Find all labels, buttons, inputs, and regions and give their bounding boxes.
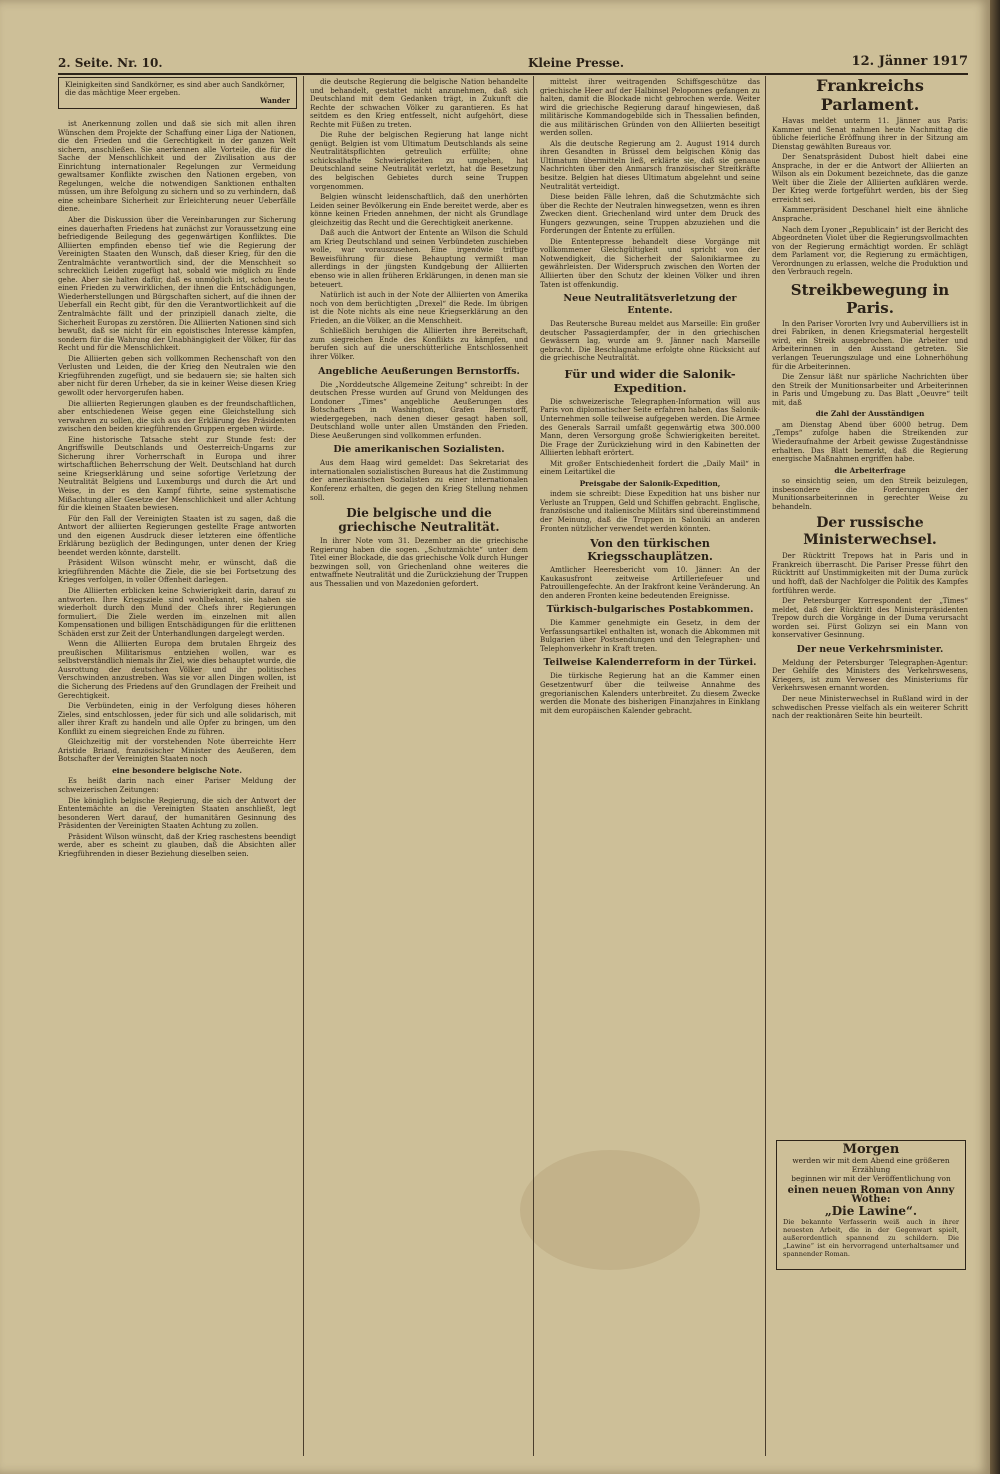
article-paragraph: Der Senatspräsident Dubost hielt dabei eine Ansprache, in der er die Antwort der Alliierten an Wilson als ein Dokument bezeichnete, das die ganze Welt über die Ziele der Alliierten aufklären werde. Der Krieg werde fortgeführt werden, bis der Sieg erreicht sei. xyxy=(772,152,968,204)
announcement-line: beginnen wir mit der Veröffentlichung von xyxy=(791,1174,951,1183)
announcement-title: Morgen xyxy=(842,1142,900,1157)
turkish-front-heading: Von den türkischen Kriegsschauplätzen. xyxy=(587,537,713,564)
column-rule xyxy=(303,76,304,1456)
article-paragraph: Die alliierten Regierungen glauben es der freundschaftlichen, aber entschiedenen Weise gegen eine Gleichstellung sich verwahren zu sollen, die sich aus der Erklärung des Präsidenten zwischen den beiden kriegführenden Gruppen ergeben würde. xyxy=(58,398,296,434)
article-paragraph: Die „Norddeutsche Allgemeine Zeitung“ schreibt: In der deutschen Presse wurden auf Grund von Meldungen des Londoner „Times“ angebliche Aeußerungen des Botschafters in Washington, Grafen Bernstorff, wiedergegeben, nach denen dieser gesagt haben soll, Deutschland wolle unter allen Umständen den Frieden. Diese Aeußerungen sind vollkommen erfunden. xyxy=(310,379,528,440)
article-paragraph: Die Kammer genehmigte ein Gesetz, in dem der Verfassungsartikel enthalten ist, wonach die Abkommen mit Bulgarien über Postsendungen und den Telegraphen- und Telephonverkehr in Kraft treten. xyxy=(540,618,760,653)
article-paragraph: Präsident Wilson wünscht mehr, er wünscht, daß die kriegführenden Mächte die Ziele, die sie bei Fortsetzung des Krieges verfolgen, in voller Offenheit darlegen. xyxy=(58,558,296,585)
transport-heading: Der neue Verkehrsminister. xyxy=(796,643,944,655)
article-paragraph: In den Pariser Vororten Ivry und Aubervilliers ist in drei Fabriken, in denen Kriegsmaterial hergestellt wird, ein Streik ausgebrochen. Die Arbeiter und Arbeiterinnen in den Ausstand getreten. Sie verlangen Teuerungszulage und eine Lohnerhöhung für die Arbeiterinnen. xyxy=(772,318,968,371)
page-header xyxy=(58,52,968,72)
parliament-heading: Frankreichs Parlament. xyxy=(816,76,924,114)
article-paragraph: Eine historische Tatsache steht zur Stunde fest: der Angriffswille Deutschlands und Oesterreich-Ungarns zur Sicherung ihrer Vorherrschaft in Europa und ihrer wirtschaftlichen Beherrschung der Welt. Deutschland hat durch seine Kriegserklärung und seine sofortige Verletzung der Neutralität Belgiens und Luxemburgs und durch die Art und Weise, in der es den Kampf führte, seine systematische Mißachtung aller Gesetze der Menschlichkeit und aller Achtung für die kleinen Staaten bewiesen. xyxy=(58,434,296,513)
preisgabe-heading: Preisgabe der Salonik-Expedition, xyxy=(579,478,721,488)
column-rule xyxy=(765,76,766,1456)
article-paragraph: Die türkische Regierung hat an die Kammer einen Gesetzentwurf über die teilweise Annahme des gregorianischen Kalenders unterbreitet. Zu diesem Zwecke werden die Monate des bisherigen Finanzjahres in Einklang mit dem europäischen Kalender gebracht. xyxy=(540,671,760,715)
saloniki-heading: Für und wider die Salonik-Expedition. xyxy=(564,366,736,395)
article-paragraph: Die Verbündeten, einig in der Verfolgung dieses höheren Zieles, sind entschlossen, jeder für sich und alle solidarisch, mit aller ihrer Kraft zu handeln und alle Opfer zu bringen, um den Konflikt zu einem siegreichen Ende zu führen. xyxy=(58,701,296,736)
article-paragraph: Meldung der Petersburger Telegraphen-Agentur: Der Gehilfe des Ministers des Verkehrswesens, Kriegers, ist zum Verweser des Ministeriums für Verkehrswesen ernannt worden. xyxy=(772,657,968,693)
article-paragraph: Aus dem Haag wird gemeldet: Das Sekretariat des internationalen sozialistischen Bureaus hat die Zustimmung der amerikanischen Sozialisten zu einer internationalen Konferenz erhalten, die gegen den Krieg Stellung nehmen soll. xyxy=(310,458,528,502)
article-paragraph: Die Ruhe der belgischen Regierung hat lange nicht genügt. Belgien ist vom Ultimatum Deutschlands als seine Neutralitätspflichten getreulich erfüllte; ohne schicksalhafte Schwierigkeiten zu umgehen, hat Deutschland seine Neutralität verletzt, hat die Besetzung des belgischen Gebietes durch seine Truppen vorgenommen. xyxy=(310,130,528,191)
article-paragraph: Das Reutersche Bureau meldet aus Marseille: Ein großer deutscher Passagierdampfer, der in den griechischen Gewässern lag, wurde am 9. Jänner nach Marseille gebracht. Die Beschlagnahme erfolgte ohne Rücksicht auf die griechische Neutralität. xyxy=(540,319,760,363)
ministers-heading: Der russische Ministerwechsel. xyxy=(803,515,937,549)
article-paragraph: so einsichtig seien, um den Streik beizulegen, insbesondere die Forderungen der Munitionsarbeiterinnen in gerechter Weise zu behandeln. xyxy=(772,476,968,511)
socialists-heading: Die amerikanischen Sozialisten. xyxy=(333,444,505,456)
article-paragraph: Wenn die Alliierten Europa dem brutalen Ehrgeiz des preußischen Militarismus entziehen wollen, war es selbstverständlich niemals ihr Ziel, wie dies behauptet wurde, die Ausrottung der deutschen Völker und ihr politisches Verschwinden anzustreben. Was sie vor allen Dingen wollen, ist die Sicherung des Friedens auf den Grundlagen der Freiheit und Gerechtigkeit. xyxy=(58,639,296,700)
article-paragraph: Die schweizerische Telegraphen-Information will aus Paris von diplomatischer Seite erfahren haben, das Salonik-Unternehmen solle teilweise aufgegeben werden. Die Armee des Generals Sarrail umfaßt gegenwärtig etwa 300.000 Mann, deren Versorgung große Schwierigkeiten bereitet. Die Frage der Zurückziehung wird in den Kabinetten der Alliierten lebhaft erörtert. xyxy=(540,396,760,458)
article-paragraph: ist Anerkennung zollen und daß sie sich mit allen ihren Wünschen dem Projekte der Schaffung einer Liga der Nationen, die den Frieden und die Gerechtigkeit in der ganzen Welt sichern, anschließen. Sie anerkennen alle Vorteile, die für die Sache der Menschlichkeit und der Zivilisation aus der Einrichtung internationaler Regelungen zur Vermeidung gewaltsamer Konflikte zwischen den Nationen ergeben, von Regelungen, welche die notwendigen Sanktionen enthalten müssen, um ihre Befolgung zu sichern und so zu verhindern, daß eine scheinbare Sicherheit zur Erleichterung neuer Ueberfälle diene. xyxy=(58,120,296,214)
article-paragraph: Für den Fall der Vereinigten Staaten ist zu sagen, daß die Antwort der alliierten Regierungen gestellte Frage antworten und den eigenen Ausdruck dieser letzteren eine öffentliche Erklärung bezüglich der Bedingungen, unter denen der Krieg beendet werden könnte, darstellt. xyxy=(58,513,296,557)
novel-announcement xyxy=(776,1140,966,1270)
neutrality-heading: Die belgische und die griechische Neutralität. xyxy=(338,506,500,535)
article-paragraph: In ihrer Note vom 31. Dezember an die griechische Regierung haben die sogen. „Schutzmächte“ unter dem Titel einer Blockade, die das griechische Volk durch Hunger bezwingen soll, von Griechenland ohne weiteres die entwaffnete Neutralität und die Zurückziehung der Truppen aus Thessalien und von Mazedonien gefordert. xyxy=(310,536,528,588)
column-rule xyxy=(533,76,534,1456)
strikers-heading: die Zahl der Ausständigen xyxy=(815,409,925,419)
strike-heading: Streikbewegung in Paris. xyxy=(790,280,950,317)
article-paragraph: die deutsche Regierung die belgische Nation behandelte und behandelt, gestattet nicht anzunehmen, daß sich Deutschland mit dem Gedanken trägt, in Zukunft die Rechte der schwachen Völker zu garantieren. Es hat seitdem es den Krieg entfesselt, nicht aufgehört, diese Rechte mit Füßen zu treten. xyxy=(310,78,528,129)
article-paragraph: indem sie schreibt: Diese Expedition hat uns bisher nur Verluste an Truppen, Geld und Schiffen gebracht. Englische, französische und italienische Militärs sind übereinstimmend der Meinung, daß die Truppen in Saloniki an anderen Fronten nützlicher verwendet werden könnten. xyxy=(540,489,760,533)
quote-signature: Wander xyxy=(260,96,290,105)
article-paragraph: Der Petersburger Korrespondent der „Times“ meldet, daß der Rücktritt des Ministerpräsidenten Trepow durch die Vorgänge in der Duma verursacht worden sei. Fürst Golizyn sei ein Mann von konservativer Gesinnung. xyxy=(772,596,968,640)
article-paragraph: Die königlich belgische Regierung, die sich der Antwort der Ententemächte an die Vereinigten Staaten anschließt, legt besonderen Wert darauf, der humanitären Gesinnung des Präsidenten der Vereinigten Staaten Achtung zu zollen. xyxy=(58,795,296,831)
calendar-heading: Teilweise Kalenderreform in der Türkei. xyxy=(543,657,757,669)
article-paragraph: Natürlich ist auch in der Note der Alliierten von Amerika noch von dem berüchtigten „Drexel“ die Rede. Im übrigen ist die Note nichts als eine neue Kriegserklärung an den Frieden, an die Völker, an die Menschheit. xyxy=(310,290,528,325)
workers-heading: die Arbeiterfrage xyxy=(834,465,906,475)
article-paragraph: Die Ententepresse behandelt diese Vorgänge mit vollkommener Gleichgültigkeit und spricht von der Notwendigkeit, die Sicherheit der Salonikiarmee zu gewährleisten. Der Widerspruch zwischen den Worten der Alliierten über den Schutz der kleinen Völker und ihren Taten ist offenkundig. xyxy=(540,236,760,289)
announcement-novel-title: „Die Lawine“. xyxy=(824,1204,918,1218)
page-label: 2. Seite. Nr. 10. xyxy=(58,56,163,70)
article-paragraph: Schließlich beruhigen die Alliierten ihre Bereitschaft, zum siegreichen Ende des Konflikts zu kämpfen, und berufen sich auf die unerschütterliche Entschlossenheit ihrer Völker. xyxy=(310,326,528,361)
neutral-violation-heading: Neue Neutralitätsverletzung der Entente. xyxy=(563,293,737,317)
article-paragraph: am Dienstag Abend über 6000 betrug. Dem „Temps“ zufolge haben die Streikenden zur Wiederaufnahme der Arbeit gewisse Zugeständnisse erhalten. Das Blatt bemerkt, daß die Regierung energische Maßnahmen ergriffen habe. xyxy=(772,419,968,464)
paper-name: Kleine Presse. xyxy=(528,56,625,70)
column-1 xyxy=(58,120,296,1460)
article-paragraph: Die Zensur läßt nur spärliche Nachrichten über den Streik der Munitionsarbeiter und Arbeiterinnen in Paris und Umgebung zu. Das Blatt „Oeuvre“ teilt mit, daß xyxy=(772,372,968,407)
article-paragraph: Der neue Ministerwechsel in Rußland wird in der schwedischen Presse vielfach als ein weiterer Schritt nach der reaktionären Seite hin beurteilt. xyxy=(772,693,968,721)
article-paragraph: Diese beiden Fälle lehren, daß die Schutzmächte sich über die Rechte der Neutralen hinwegsetzen, wenn es ihren Zwecken dient. Griechenland wird unter dem Druck des Hungers gezwungen, seine Truppen abzuziehen und die Forderungen der Entente zu erfüllen. xyxy=(540,192,760,236)
column-3 xyxy=(540,78,760,1460)
announcement-description: Die bekannte Verfasserin weiß auch in ihrer neuesten Arbeit, die in der Gegenwart spielt, außerordentlich spannend zu schildern. Die „Lawine“ ist ein hervorragend unterhaltsamer und spannender Roman. xyxy=(783,1218,959,1258)
article-paragraph: Havas meldet unterm 11. Jänner aus Paris: Kammer und Senat nahmen heute Nachmittag die übliche feierliche Eröffnung ihrer in der Sitzung am Dienstag gewählten Bureaus vor. xyxy=(772,116,968,151)
postal-heading: Türkisch-bulgarisches Postabkommen. xyxy=(546,604,754,616)
article-paragraph: Es heißt darin nach einer Pariser Meldung der schweizerischen Zeitungen: xyxy=(58,776,296,795)
page-edge xyxy=(990,0,1000,1474)
article-paragraph: Die Alliierten erblicken keine Schwierigkeit darin, darauf zu antworten. Ihre Kriegsziele sind wohlbekannt, sie haben sie wiederholt durch den Mund der Chefs ihrer Regierungen formuliert. Die Ziele werden im einzelnen mit allen Kompensationen und billigen Entschädigungen für die erlittenen Schäden erst zur Zeit der Unterhandlungen dargelegt werden. xyxy=(58,585,296,638)
belgian-note-heading: eine besondere belgische Note. xyxy=(112,765,242,775)
article-paragraph: Nach dem Lyoner „Republicain“ ist der Bericht des Abgeordneten Violet über die Regierungsvollmachten von der Regierung ermächtigt worden. Er schlägt dem Parlament vor, die Regierung zu ermächtigen, Verordnungen zu erlassen, welche die Produktion und den Verbrauch regeln. xyxy=(772,224,968,277)
article-paragraph: Präsident Wilson wünscht, daß der Krieg raschestens beendigt werde, aber es scheint zu glauben, daß die Absichten aller Kriegführenden in dieser Beziehung dieselben seien. xyxy=(58,831,296,858)
quote-notice xyxy=(58,77,297,109)
article-paragraph: Kammerpräsident Deschanel hielt eine ähnliche Ansprache. xyxy=(772,205,968,224)
column-4 xyxy=(772,76,968,1136)
article-paragraph: Belgien wünscht leidenschaftlich, daß den unerhörten Leiden seiner Bevölkerung ein Ende bereitet werde, aber es könne keinen Frieden annehmen, der nicht als Grundlage gleichzeitig das Recht und die Gerechtigkeit anerkenne. xyxy=(310,192,528,227)
article-paragraph: Der Rücktritt Trepows hat in Paris und in Frankreich überrascht. Die Pariser Presse führt den Rücktritt auf Unstimmigkeiten mit der Duma zurück und hofft, daß der Nachfolger die Politik des Kampfes fortführen werde. xyxy=(772,551,968,595)
bernstorff-heading: Angebliche Aeußerungen Bernstorffs. xyxy=(318,365,520,377)
column-2 xyxy=(310,78,528,1460)
quote-text: Kleinigkeiten sind Sandkörner, es sind aber auch Sandkörner, die das mächtige Meer ergeben. xyxy=(65,81,285,97)
header-rule xyxy=(58,73,968,75)
announcement-novel-line: einen neuen Roman von Anny Wothe: xyxy=(787,1185,955,1205)
announcement-line: werden wir mit dem Abend eine größeren Erzählung xyxy=(792,1156,950,1174)
issue-date: 12. Jänner 1917 xyxy=(851,54,968,69)
article-paragraph: Aber die Diskussion über die Vereinbarungen zur Sicherung eines dauerhaften Friedens hat zunächst zur Voraussetzung eine befriedigende Beilegung des gegenwärtigen Konfliktes. Die Alliierten empfinden ebenso tief wie die Regierung der Vereinigten Staaten den Wunsch, daß dieser Krieg, für den die Zentralmächte verantwortlich sind, der die Menschheit so schrecklich Leiden zugefügt hat, sobald wie möglich zu Ende gehe. Aber sie halten dafür, daß es unmöglich ist, schon heute einen Frieden zu verwirklichen, der ihnen die Entschädigungen, Wiederherstellungen und Bürgschaften sichert, auf die ihnen der Ueberfall ein Recht gibt, für den die Verantwortlichkeit auf die Zentralmächte fällt und der prinzipiell danach zielte, die Sicherheit Europas zu zerstören. Die Alliierten Nationen sind sich bewußt, daß sie nicht für ein egoistisches Interesse kämpfen, sondern für die Wahrung der Unabhängigkeit der Völker, für das Recht und für die Menschlichkeit. xyxy=(58,215,296,353)
article-paragraph: Als die deutsche Regierung am 2. August 1914 durch ihren Gesandten in Brüssel dem belgischen König das Ultimatum übermitteln ließ, erklärte sie, daß sie genaue Nachrichten über den Anmarsch französischer Streitkräfte besitze. Belgien hat dieses Ultimatum abgelehnt und seine Neutralität verteidigt. xyxy=(540,138,760,191)
article-paragraph: Daß auch die Antwort der Entente an Wilson die Schuld am Krieg Deutschland und seinen Verbündeten zuschieben wolle, war vorauszusehen. Eine irgendwie triftige Beweisführung für diese Behauptung vermißt man allerdings in der jüngsten Kundgebung der Alliierten ebenso wie in allen früheren Erklärungen, in denen man sie beteuert. xyxy=(310,228,528,289)
article-paragraph: Gleichzeitig mit der vorstehenden Note überreichte Herr Aristide Briand, französischer Minister des Aeußeren, dem Botschafter der Vereinigten Staaten noch xyxy=(58,737,296,764)
article-paragraph: mittelst ihrer weitragenden Schiffsgeschütze das griechische Heer auf der Halbinsel Peloponnes gefangen zu halten, damit die Blockade nicht gebrochen werde. Weiter wird die griechische Regierung darauf hingewiesen, daß militärische Kommandogebilde sich in Thessalien befinden, die aus militärischen Gründen von den Alliierten beseitigt werden sollen. xyxy=(540,78,760,138)
article-paragraph: Amtlicher Heeresbericht vom 10. Jänner: An der Kaukasusfront zeitweise Artilleriefeuer und Patrouillengefechte. An der Irakfront keine Veränderung. An den anderen Fronten keine bedeutenden Ereignisse. xyxy=(540,565,760,600)
article-paragraph: Die Alliierten geben sich vollkommen Rechenschaft von den Verlusten und Leiden, die der Krieg den Neutralen wie den Kriegführenden zugefügt, und sie bedauern sie; sie halten sich aber nicht für deren Urheber, da sie in keiner Weise diesen Krieg gewollt oder hervorgerufen haben. xyxy=(58,353,296,397)
article-paragraph: Mit großer Entschiedenheit fordert die „Daily Mail“ in einem Leitartikel die xyxy=(540,458,760,477)
